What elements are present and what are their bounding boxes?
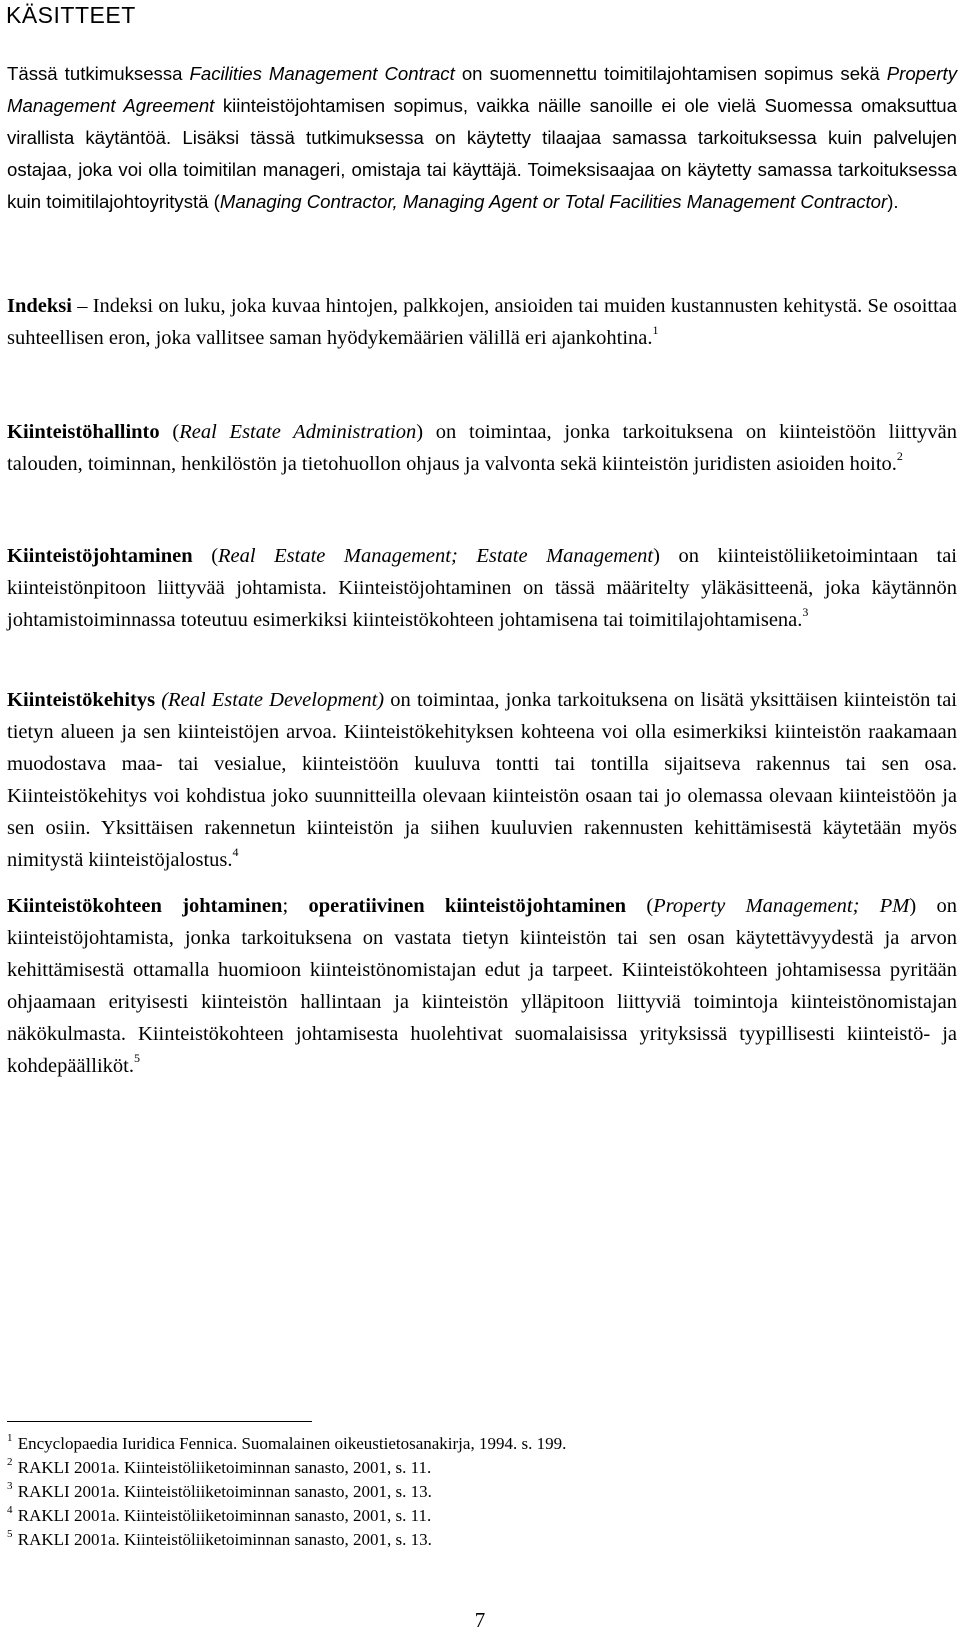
italic-term: Managing Contractor, Managing Agent or Total Facilities Management Contractor — [219, 191, 888, 212]
italic-term: Property Management Agreement — [7, 63, 958, 116]
definition-kiinteistojohtaminen — [7, 540, 957, 636]
defined-term: Kiinteistökehitys — [7, 689, 156, 711]
definition-kiinteistohallinto — [7, 416, 957, 480]
defined-term: Indeksi — [7, 295, 72, 317]
page-number: 7 — [474, 1608, 486, 1632]
defined-term: Kiinteistökohteen johtaminen — [7, 895, 283, 917]
footnote-ref: 3 — [802, 605, 809, 620]
footnote-divider — [7, 1421, 312, 1422]
intro-paragraph — [7, 58, 957, 218]
footnote-text: RAKLI 2001a. Kiinteistöliiketoiminnan sanasto, 2001, s. 13. — [17, 1530, 432, 1549]
footnote-text: RAKLI 2001a. Kiinteistöliiketoiminnan sanasto, 2001, s. 11. — [17, 1506, 432, 1525]
footnote-text: RAKLI 2001a. Kiinteistöliiketoiminnan sanasto, 2001, s. 11. — [17, 1458, 432, 1477]
defined-term: Kiinteistöjohtaminen — [7, 545, 193, 567]
footnote-ref: 1 — [652, 323, 659, 338]
footnotes-list — [7, 1432, 907, 1552]
definition-text: ) on toimintaa, jonka tarkoituksena on kiinteistöön liittyvän talouden, toiminnan, henkilöstön ja tietohuollon ohjaus ja valvonta sekä kiinteistön juridisten asioiden hoito. — [7, 421, 957, 475]
footnote-number: 5 — [7, 1528, 13, 1541]
definition-text: – Indeksi on luku, joka kuvaa hintojen, palkkojen, ansioiden tai muiden kustannusten kehitystä. Se osoittaa suhteellisen eron, joka vallitsee saman hyödykemäärien välillä eri ajankohtina. — [7, 295, 957, 349]
italic-term: Property Management; PM — [653, 895, 910, 917]
footnote-number: 3 — [7, 1480, 13, 1493]
definition-kiinteistokohteen-johtaminen — [7, 890, 957, 1082]
text-run: kiinteistöjohtamisen sopimus, vaikka näille sanoille ei ole vielä Suomessa omaksuttua virallista käytäntöä. Lisäksi tässä tutkimuksessa on käytetty tilaajaa samassa tarkoituksessa kuin palvelujen ostajaa, joka voi olla toimitilan manageri, omistaja tai käyttäjä. Toimeksisaajaa on käytetty samassa tarkoituksessa kuin toimitilajohtoyritystä ( — [7, 95, 957, 212]
text-run: ; — [282, 895, 309, 917]
footnote-number: 2 — [7, 1456, 13, 1469]
definition-indeksi — [7, 290, 957, 354]
defined-term: Kiinteistöhallinto — [7, 421, 160, 443]
defined-term: operatiivinen kiinteistöjohtaminen — [308, 895, 627, 917]
footnote-ref: 5 — [133, 1051, 140, 1066]
italic-term: Real Estate Management; Estate Management — [218, 545, 654, 567]
footnote-number: 1 — [7, 1432, 13, 1445]
footnote-item — [7, 1504, 907, 1528]
definition-text: ) on kiinteistöjohtamista, jonka tarkoituksena on vastata tietyn kiinteistön tai sen osan käytettävyydestä ja arvon kehittämisestä ottamalla huomioon kiinteistönomistajan edut ja tarpeet. Kiinteistökohteen johtamisessa pyritään ohjaamaan erityisesti kiinteistön hallintaan ja kiinteistön ylläpitoon liittyviä toimintoja kiinteistönomistajan näkökulmasta. Kiinteistökohteen johtamisesta huolehtivat suomalaisissa yrityksissä tyypillisesti kiinteistö- ja kohdepäälliköt. — [7, 895, 957, 1077]
text-run: ( — [626, 895, 654, 917]
footnote-item — [7, 1432, 907, 1456]
section-heading: KÄSITTEET — [6, 2, 136, 28]
text-run: on suomennettu toimitilajohtamisen sopimus sekä — [454, 63, 887, 84]
text-run: ( — [192, 545, 219, 567]
footnote-item — [7, 1528, 907, 1552]
footnote-text: RAKLI 2001a. Kiinteistöliiketoiminnan sanasto, 2001, s. 13. — [17, 1482, 432, 1501]
footnote-item — [7, 1480, 907, 1504]
italic-term: (Real Estate Development) — [155, 689, 385, 711]
definition-text: ) on kiinteistöliiketoimintaan tai kiinteistönpitoon liittyvää johtamista. Kiinteistöjohtaminen on tässä määritelty yläkäsitteenä, joka käytännön johtamistoiminnassa toteutuu esimerkiksi kiinteistökohteen johtamisena tai toimitilajohtamisena. — [7, 545, 958, 631]
footnote-number: 4 — [7, 1504, 13, 1517]
footnote-ref: 2 — [896, 449, 903, 464]
italic-term: Real Estate Administration — [179, 421, 417, 443]
definition-text: on toimintaa, jonka tarkoituksena on lisätä yksittäisen kiinteistön tai tietyn alueen ja sen kiinteistöjen arvoa. Kiinteistökehityksen kohteena voi olla esimerkiksi kiinteistön raakamaan muodostava maa- tai vesialue, kiinteistöön kuuluva tontti tai tontilla sijaitseva rakennus tai sen osa. Kiinteistökehitys voi kohdistua joko suunnitteilla olevaan kiinteistön osaan tai jo olemassa olevaan kiinteistöön ja sen osiin. Yksittäisen rakennetun kiinteistön ja siihen kuuluvien rakennusten kehittämisestä käytetään myös nimitystä kiinteistöjalostus. — [7, 689, 958, 871]
text-run: Tässä tutkimuksessa — [7, 63, 190, 84]
footnote-ref: 4 — [232, 845, 239, 860]
text-run: ). — [887, 191, 899, 212]
italic-term: Facilities Management Contract — [189, 63, 455, 84]
definition-kiinteistokehitys — [7, 684, 957, 876]
footnote-text: Encyclopaedia Iuridica Fennica. Suomalainen oikeustietosanakirja, 1994. s. 199. — [17, 1434, 567, 1453]
text-run: ( — [159, 421, 180, 443]
footnote-item — [7, 1456, 907, 1480]
